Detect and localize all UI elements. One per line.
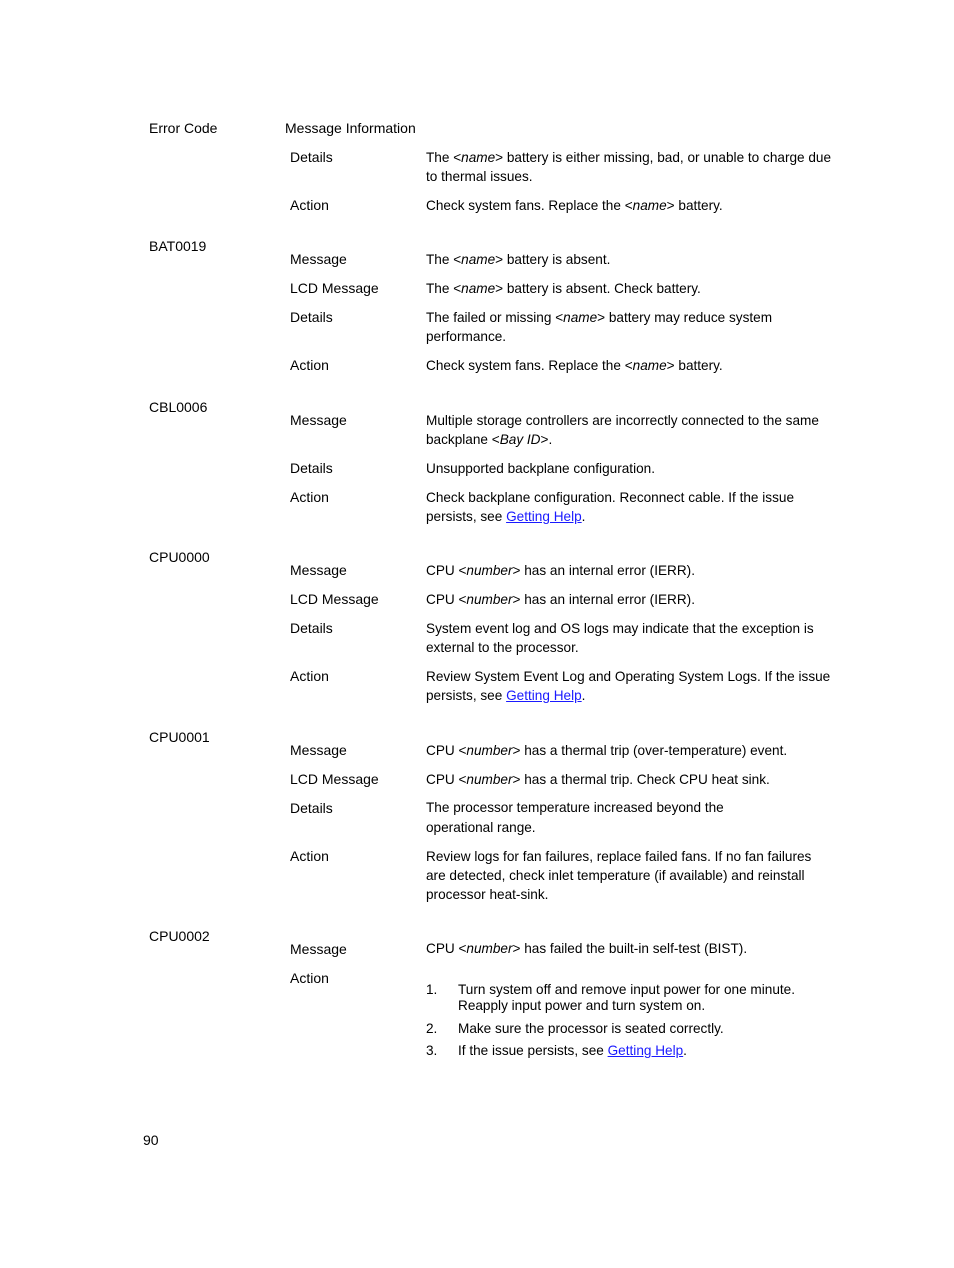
step-2-number: 2. <box>426 1021 438 1036</box>
error-code-cbl0006: CBL0006 <box>149 399 208 415</box>
step-3-number: 3. <box>426 1043 438 1058</box>
step-2-text: Make sure the processor is seated correctly. <box>458 1021 724 1036</box>
error-code-cpu0001: CPU0001 <box>149 729 210 745</box>
cbl0006-details-text: Unsupported backplane configuration. <box>426 461 655 476</box>
cpu0001-lcd-label: LCD Message <box>290 771 379 787</box>
step-1-number: 1. <box>426 982 438 997</box>
bat0019-message-label: Message <box>290 251 347 267</box>
error-code-cpu0002: CPU0002 <box>149 928 210 944</box>
intro-action-text: Check system fans. Replace the <name> battery. <box>426 198 723 213</box>
header-message-information: Message Information <box>285 120 416 136</box>
bat0019-message-text: The <name> battery is absent. <box>426 252 611 267</box>
intro-details-label: Details <box>290 149 333 165</box>
cpu0001-message-label: Message <box>290 742 347 758</box>
step-3-text: If the issue persists, see Getting Help. <box>458 1043 687 1058</box>
cpu0001-lcd-text: CPU <number> has a thermal trip. Check CPU heat sink. <box>426 772 770 787</box>
intro-action-label: Action <box>290 197 329 213</box>
cpu0000-lcd-label: LCD Message <box>290 591 379 607</box>
cbl0006-action-label: Action <box>290 489 329 505</box>
bat0019-lcd-text: The <name> battery is absent. Check battery. <box>426 281 701 296</box>
cpu0000-lcd-text: CPU <number> has an internal error (IERR). <box>426 592 695 607</box>
bat0019-details-text: The failed or missing <name> battery may reduce system performance. <box>426 310 773 344</box>
bat0019-action-text: Check system fans. Replace the <name> battery. <box>426 358 723 373</box>
getting-help-link[interactable]: Getting Help <box>607 1043 684 1058</box>
cpu0002-message-label: Message <box>290 941 347 957</box>
cbl0006-action-text: Check backplane configuration. Reconnect cable. If the issue persists, see Getting Help. <box>426 490 795 524</box>
header-error-code: Error Code <box>149 120 218 136</box>
cpu0000-action-label: Action <box>290 668 329 684</box>
cbl0006-details-label: Details <box>290 460 333 476</box>
cpu0001-action-label: Action <box>290 848 329 864</box>
error-code-cpu0000: CPU0000 <box>149 549 210 565</box>
cpu0000-details-label: Details <box>290 620 333 636</box>
bat0019-details-label: Details <box>290 309 333 325</box>
cpu0000-message-text: CPU <number> has an internal error (IERR). <box>426 563 695 578</box>
cpu0002-message-text: CPU <number> has failed the built-in self-test (BIST). <box>426 941 748 956</box>
cpu0000-message-label: Message <box>290 562 347 578</box>
intro-details-text: The <name> battery is either missing, bad, or unable to charge due to thermal issues. <box>426 150 832 184</box>
cpu0001-action-text: Review logs for fan failures, replace failed fans. If no fan failures are detected, check inlet temperature (if available) and reinstall processor heat-sink. <box>426 849 812 902</box>
cpu0001-details-label: Details <box>290 800 333 816</box>
page-number: 90 <box>143 1132 159 1148</box>
step-1-text: Turn system off and remove input power for one minute. Reapply input power and turn system on. <box>458 982 795 1013</box>
cpu0000-action-text: Review System Event Log and Operating System Logs. If the issue persists, see Getting Help. <box>426 669 831 703</box>
getting-help-link[interactable]: Getting Help <box>506 509 582 524</box>
cbl0006-message-label: Message <box>290 412 347 428</box>
cpu0001-details-text: The processor temperature increased beyond the operational range. <box>426 800 724 835</box>
bat0019-action-label: Action <box>290 357 329 373</box>
bat0019-lcd-label: LCD Message <box>290 280 379 296</box>
cpu0001-message-text: CPU <number> has a thermal trip (over-temperature) event. <box>426 743 788 758</box>
error-code-bat0019: BAT0019 <box>149 238 207 254</box>
cbl0006-message-text: Multiple storage controllers are incorrectly connected to the same backplane <Bay ID>. <box>426 413 819 447</box>
cpu0002-action-label: Action <box>290 970 329 986</box>
getting-help-link[interactable]: Getting Help <box>506 688 582 703</box>
cpu0000-details-text: System event log and OS logs may indicate that the exception is external to the processor. <box>426 621 814 655</box>
